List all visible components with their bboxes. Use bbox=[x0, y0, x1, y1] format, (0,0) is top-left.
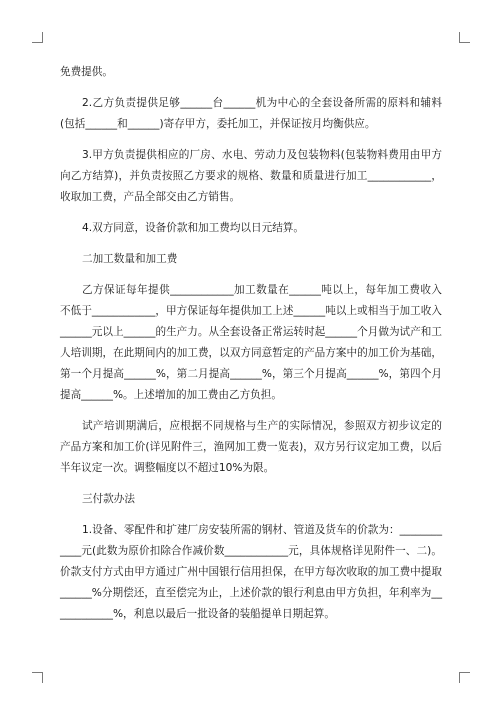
paragraph-payment-clause-1: 1.设备、零配件和扩建厂房安装所需的钢材、管道及货车的价款为：____________元(此数为原价扣除合作减价数____________元，具体规格详见附件一、二)。价款支付方式由甲方通过广州中国银行信用担保，在甲方每次收取的加工费中提取______%分期偿还，直至偿完为止，上述价款的银行利息由甲方负担，年利率为____________%，利息以最后一批设备的装船提单日期起算。 bbox=[60, 524, 442, 620]
crop-mark-bottom-left bbox=[32, 672, 43, 683]
section-heading-processing-quantity: 二加工数量和加工费 bbox=[82, 253, 178, 265]
crop-mark-bottom-right bbox=[459, 672, 470, 683]
paragraph-post-training: 试产培训期满后，应根据不同规格与生产的实际情况，参照双方初步议定的产品方案和加工价(详见附件三，渔网加工费一览表)，双方另行议定加工费，以后半年议定一次。调整幅度以不超过10%为限。 bbox=[60, 420, 442, 474]
paragraph-continuation: 免费提供。 bbox=[60, 66, 113, 78]
crop-mark-top-left bbox=[32, 32, 43, 43]
paragraph-clause-3: 3.甲方负责提供相应的厂房、水电、劳动力及包装物料(包装物料费用由甲方向乙方结算)，并负责按照乙方要求的规格、数量和质量进行加工____________，收取加工费，产品全部交由乙方销售。 bbox=[60, 149, 442, 203]
paragraph-clause-4: 4.双方同意，设备价款和加工费均以日元结算。 bbox=[82, 222, 304, 234]
section-heading-payment: 三付款办法 bbox=[82, 493, 135, 505]
paragraph-quantity-terms: 乙方保证每年提供____________加工数量在______吨以上，每年加工费收入不低于____________，甲方保证每年提供加工上述______吨以上或相当于加工收入______元以上______的生产力。从全套设备正常运转时起______个月做为试产和工人培训期，在此期间内的加工费，以双方同意暂定的产品方案中的加工价为基础，第一个月提高______%，第二月提高______%，第三个月提高______%，第四个月提高______%。上述增加的加工费由乙方负担。 bbox=[60, 284, 442, 401]
crop-mark-top-right bbox=[459, 32, 470, 43]
document-body bbox=[60, 62, 442, 635]
paragraph-clause-2: 2.乙方负责提供足够______台______机为中心的全套设备所需的原料和辅料(包括______和______)寄存甲方，委托加工，并保证按月均衡供应。 bbox=[60, 97, 442, 130]
